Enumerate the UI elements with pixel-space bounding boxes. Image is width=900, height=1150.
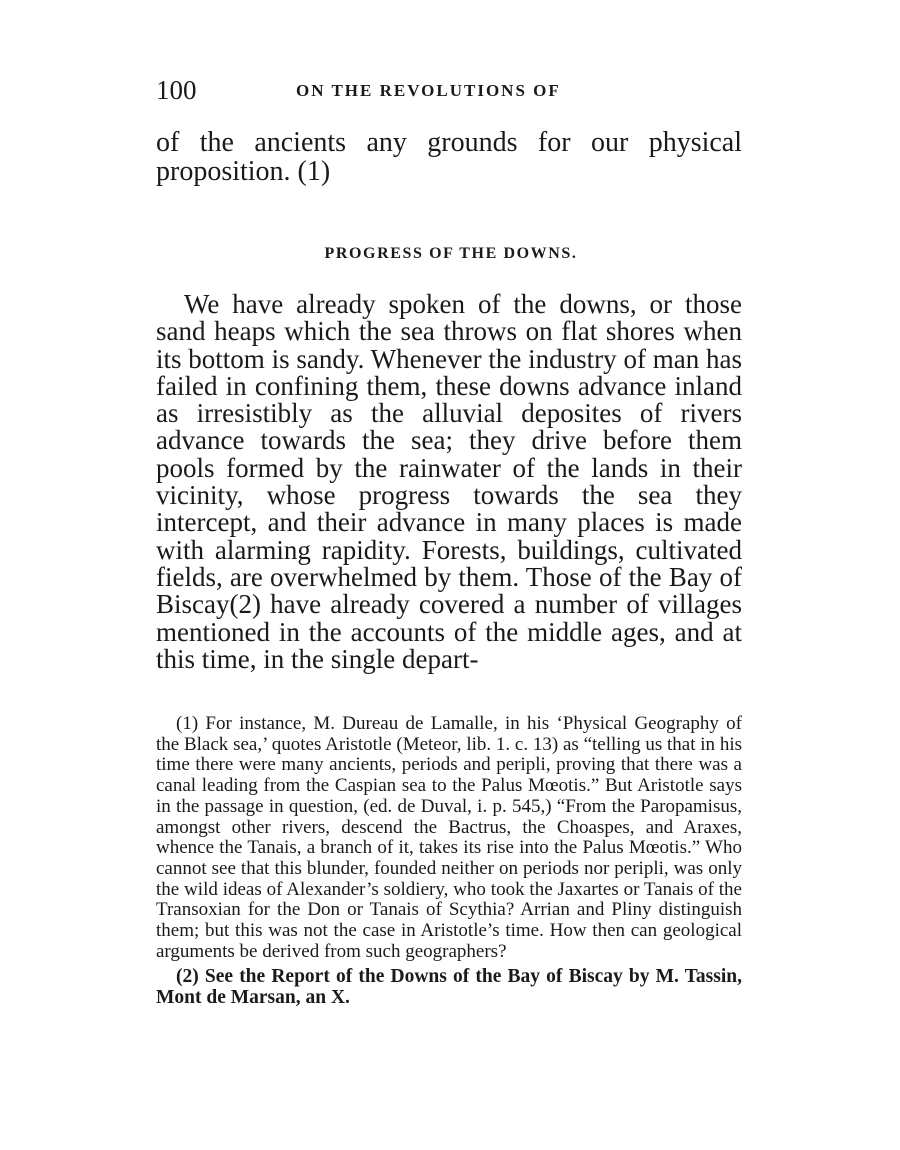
continuation-paragraph: of the ancients any grounds for our physical proposition. (1) [156,127,742,187]
running-head [156,72,746,108]
footnotes [156,714,742,1008]
running-title: ON THE REVOLUTIONS OF [296,81,561,100]
section-heading: PROGRESS OF THE DOWNS. [324,245,578,262]
footnote-1: (1) For instance, M. Dureau de Lamalle, in his ‘Physical Geography of the Black sea,’ quotes Aristotle (Meteor, lib. 1. c. 13) as “telling us that in his time there were many ancients, periods and peripli, proving that there was a canal leading from the Caspian sea to the Palus Mœotis.” But Aristotle says in the passage in question, (ed. de Duval, i. p. 545,) “From the Paropamisus, amongst other rivers, descend the Bactrus, the Choaspes, and Araxes, whence the Tanais, a branch of it, takes its rise into the Palus Mœotis.” Who cannot see that this blunder, founded neither on periods nor peripli, was only the wild ideas of Alexander’s soldiery, who took the Jaxartes or Tanais of the Transoxian for the Don or Tanais of Scythia? Arrian and Pliny distinguish them; but this was not the case in Aristotle’s time. How then can geological arguments be derived from such geographers? [156,713,742,962]
footnote-2: (2) See the Report of the Downs of the Bay of Biscay by M. Tassin, Mont de Marsan, an X. [156,966,742,1009]
main-paragraph: We have already spoken of the downs, or those sand heaps which the sea throws on flat shores when its bottom is sandy. Whenever the industry of man has failed in confining them, these downs advance inland as irresistibly as the alluvial deposites of rivers advance towards the sea; they drive before them pools formed by the rainwater of the lands in their vicinity, whose progress towards the sea they intercept, and their advance in many places is made with alarming rapidity. Forests, buildings, cultivated fields, are overwhelmed by them. Those of the Bay of Biscay(2) have already covered a number of villages mentioned in the accounts of the middle ages, and at this time, in the single depart- [156,289,742,674]
page-number: 100 [156,75,197,105]
